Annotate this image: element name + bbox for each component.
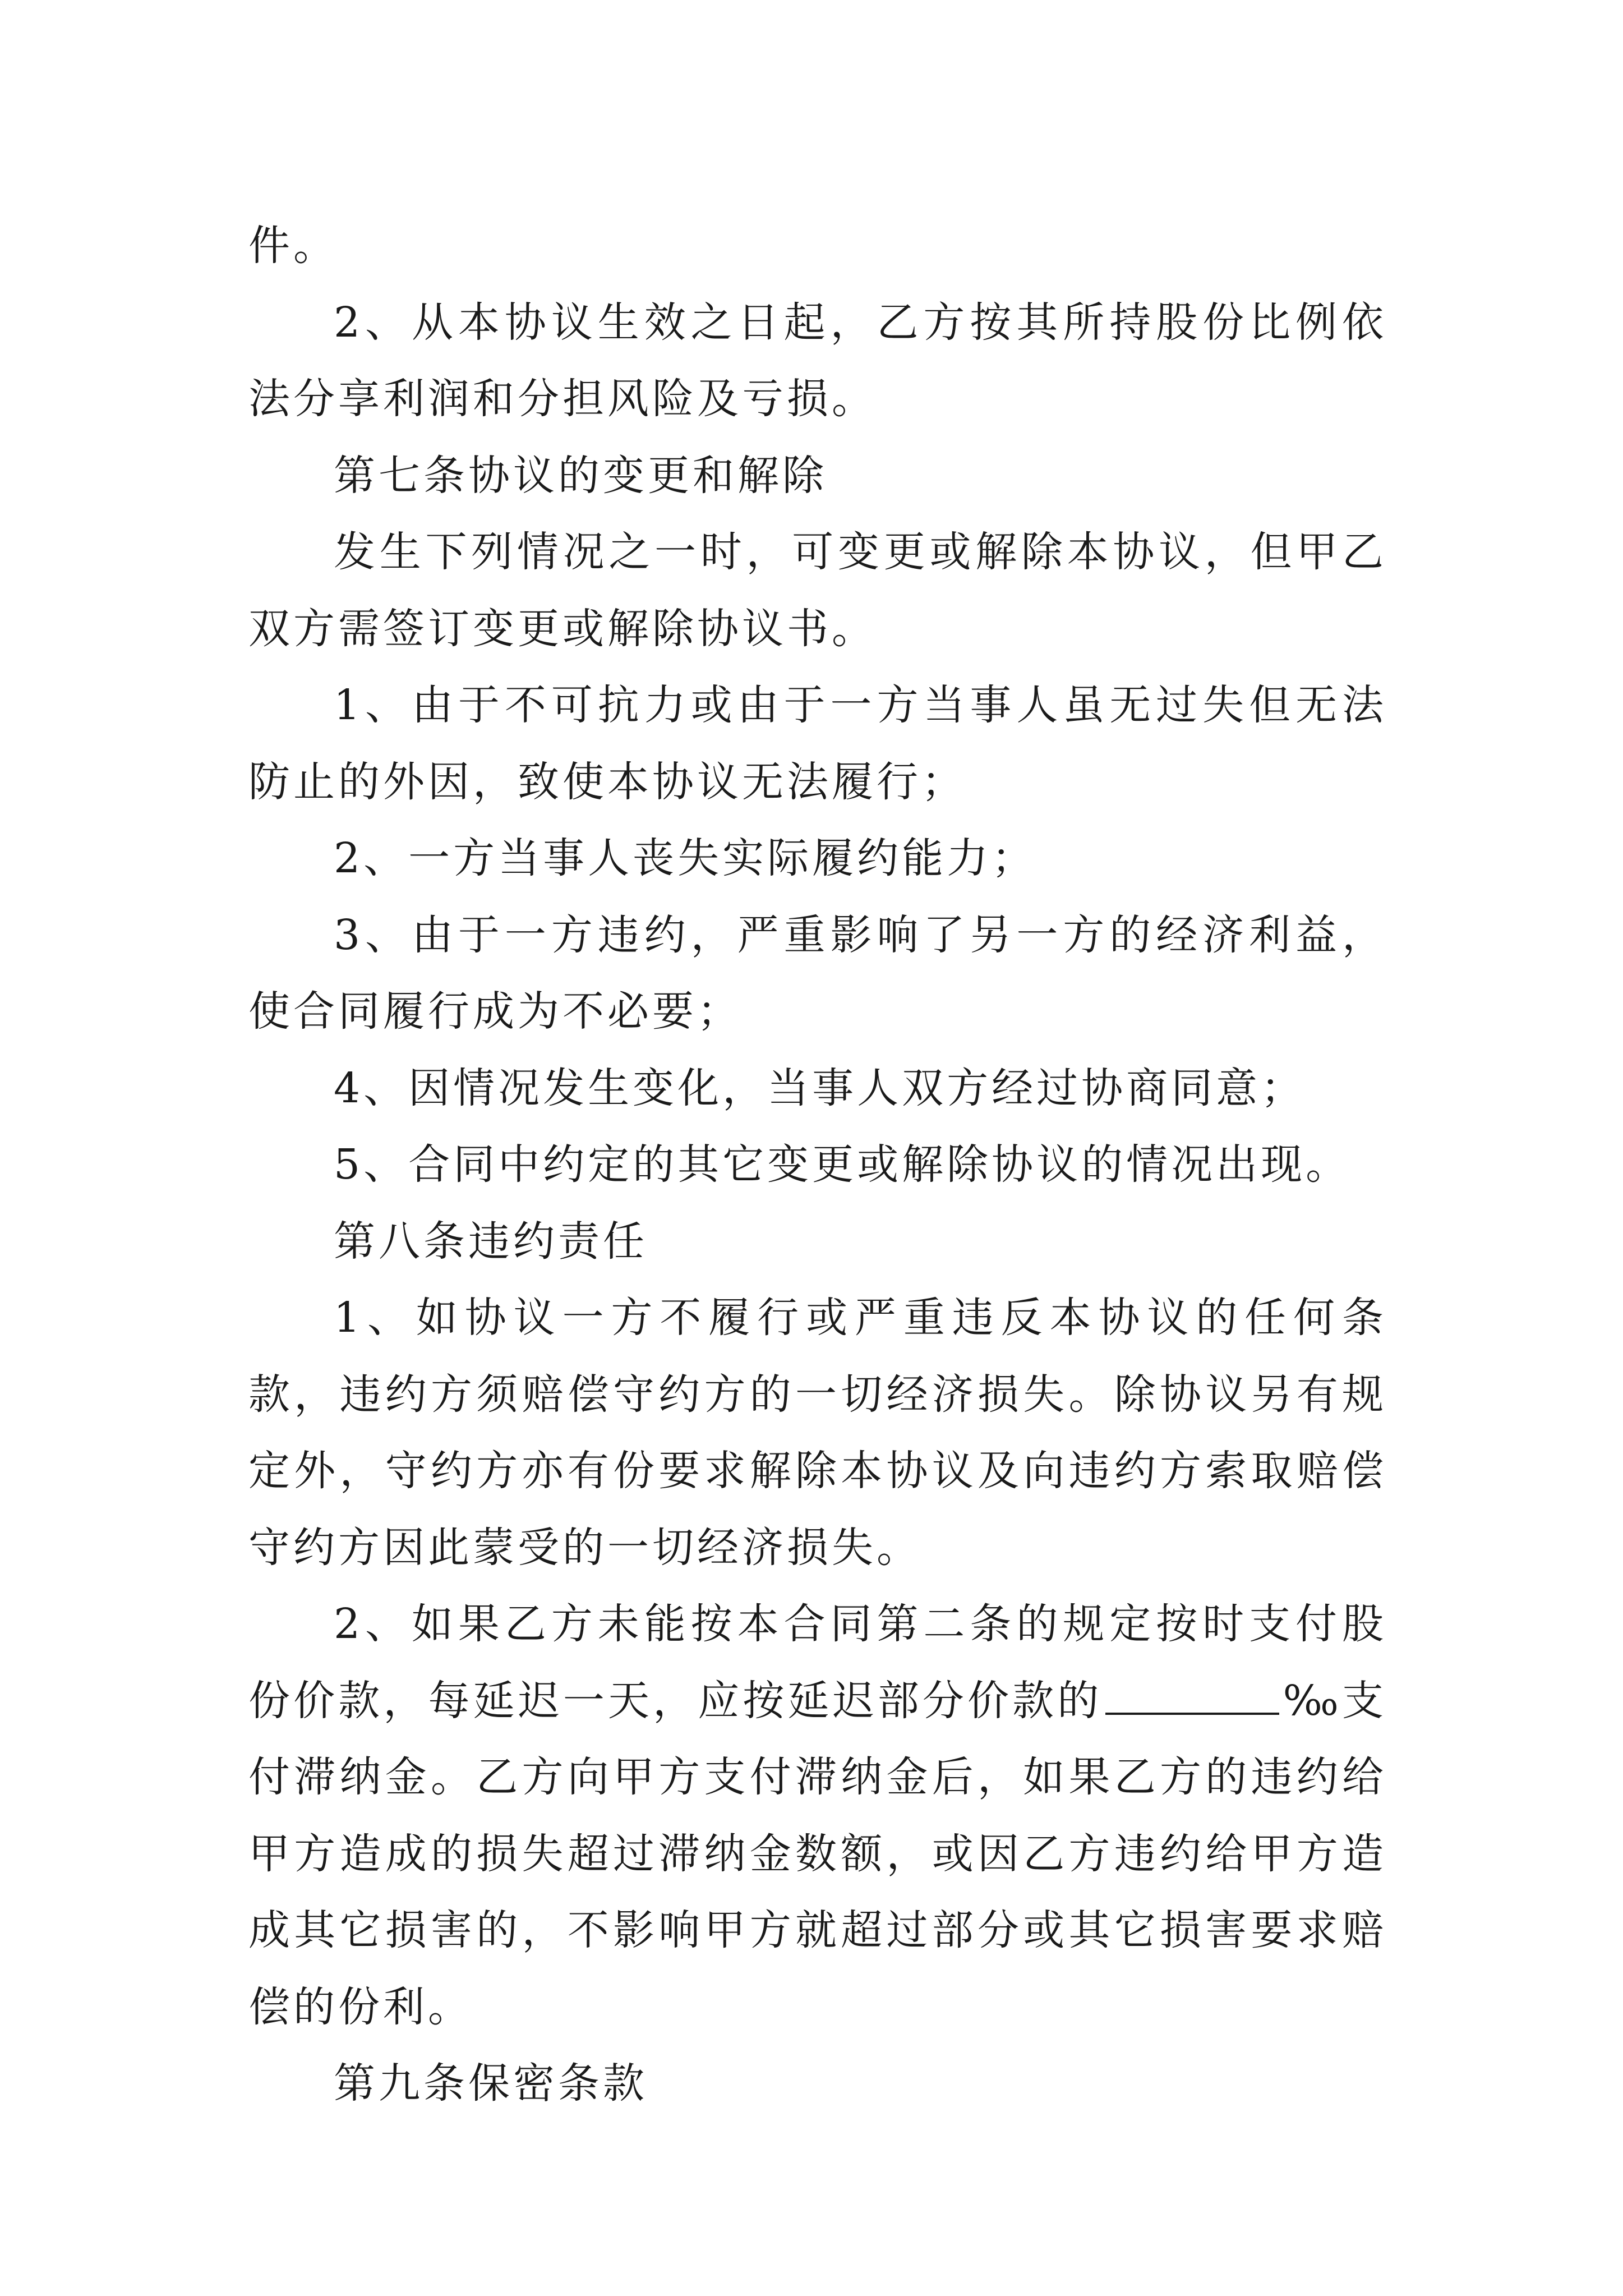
penalty-text-after: ‰支付滞纳金。乙方向甲方支付滞纳金后，如果乙方的违约给甲方造成的损失超过滞纳金数额，或因乙方违约给甲方造成其它损害的，不影响甲方就超过部分或其它损害要求赔偿的份利。 — [248, 1676, 1387, 2031]
paragraph-condition-2: 2、一方当事人丧失实际履约能力； — [334, 834, 1037, 882]
paragraph-change-conditions: 发生下列情况之一时，可变更或解除本协议，但甲乙双方需签订变更或解除协议书。 — [248, 528, 1387, 653]
heading-article-7: 第七条协议的变更和解除 — [334, 451, 827, 500]
paragraph-liability-1: 1、如协议一方不履行或严重违反本协议的任何条款，违约方须赔偿守约方的一切经济损失。除协议另有规定外，守约方亦有份要求解除本协议及向违约方索取赔偿守约方因此蒙受的一切经济损失。 — [248, 1294, 1387, 1572]
heading-article-9: 第九条保密条款 — [334, 2059, 648, 2108]
paragraph-condition-3: 3、由于一方违约，严重影响了另一方的经济利益，使合同履行成为不必要； — [248, 910, 1387, 1036]
paragraph-condition-1: 1、由于不可抗力或由于一方当事人虽无过失但无法防止的外因，致使本协议无法履行； — [248, 681, 1387, 806]
paragraph-continuation: 件。 — [248, 222, 338, 270]
penalty-rate-blank — [1105, 1679, 1279, 1715]
heading-article-8: 第八条违约责任 — [334, 1217, 648, 1266]
document-body — [248, 208, 1387, 2122]
penalty-text-before: 2、如果乙方未能按本合同第二条的规定按时支付股份价款，每延迟一天，应按延迟部分价款的 — [248, 1600, 1387, 1725]
paragraph-liability-2 — [248, 1586, 1387, 2045]
paragraph-profit-sharing: 2、从本协议生效之日起，乙方按其所持股份比例依法分享利润和分担风险及亏损。 — [248, 298, 1387, 423]
paragraph-condition-5: 5、合同中约定的其它变更或解除协议的情况出现。 — [334, 1140, 1351, 1189]
paragraph-condition-4: 4、因情况发生变化，当事人双方经过协商同意； — [334, 1064, 1306, 1112]
